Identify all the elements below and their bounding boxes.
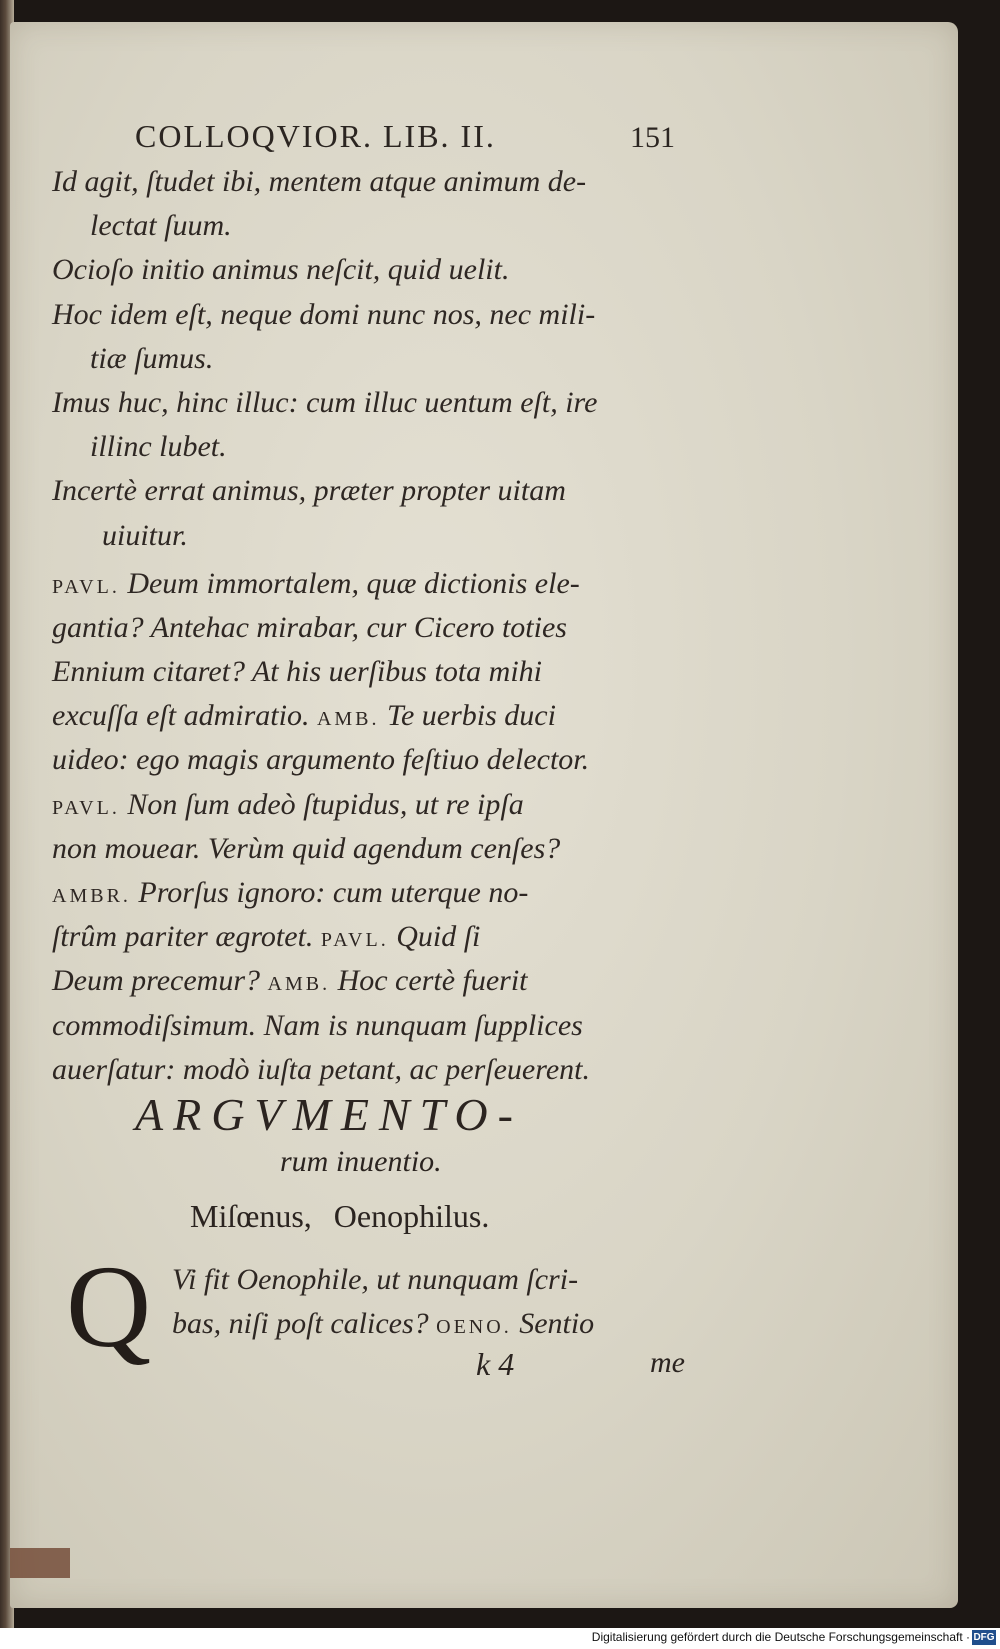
text-run: uideo: ego magis argumento feſtiuo delector.	[52, 743, 590, 777]
speaker-label: PAVL.	[52, 796, 120, 819]
verse-line: uiuitur.	[102, 518, 188, 552]
text-run: Quid ſi	[388, 920, 481, 954]
text-run: commodiſsimum. Nam is nunquam ſupplices	[52, 1008, 583, 1042]
text-run: Te uerbis duci	[379, 699, 556, 733]
text-run: Non ſum adeò ſtupidus, ut re ipſa	[119, 787, 524, 821]
speaker-label: AMB.	[267, 973, 331, 996]
speaker-label: OENO.	[436, 1316, 512, 1339]
funding-credit: Digitalisierung gefördert durch die Deutsche Forschungsgemeinschaft ·	[591, 1630, 970, 1644]
dialogue-line	[52, 1048, 692, 1092]
dialogue-line	[52, 738, 692, 782]
verse-line: Incertè errat animus, præter propter uitam	[52, 474, 566, 508]
text-run: Ennium citaret? At his uerſibus tota mihi	[52, 655, 542, 689]
text-run: excuſſa eſt admiratio.	[52, 699, 317, 733]
section-subheading: rum inuentio.	[280, 1145, 442, 1178]
verse-line: illinc lubet.	[90, 430, 227, 464]
dialogue-line	[52, 959, 692, 1003]
verse-line: Ocioſo initio animus neſcit, quid uelit.	[52, 253, 510, 287]
verse-line: lectat ſuum.	[90, 209, 232, 243]
text-run: auerſatur: modò iuſta petant, ac perſeuerent.	[52, 1052, 590, 1086]
dialogue-line	[52, 827, 692, 871]
text-run: bas, niſi poſt calices?	[172, 1307, 437, 1341]
dialogue-line	[52, 871, 692, 915]
page-stain	[10, 1548, 70, 1578]
running-head-title: COLLOQVIOR. LIB. II.	[135, 118, 496, 154]
dialogue-line	[52, 606, 692, 650]
paragraph-line	[172, 1302, 692, 1349]
speaker-label: PAVL.	[52, 575, 120, 598]
text-run: Hoc certè fuerit	[330, 964, 528, 998]
signature-mark: k 4	[476, 1346, 515, 1382]
dialogue-line	[52, 783, 692, 827]
text-run: ſtrûm pariter ægrotet.	[52, 920, 321, 954]
dialogue-line	[52, 694, 692, 738]
section-heading: ARGVMENTO-	[135, 1089, 523, 1140]
main-text-block	[52, 160, 692, 1092]
speaker-list: Miſœnus, Oenophilus.	[190, 1198, 490, 1234]
verse-line: Hoc idem eſt, neque domi nunc nos, nec mili-	[52, 297, 596, 331]
text-run: Sentio	[511, 1307, 595, 1341]
text-run: Vi fit Oenophile, ut nunquam ſcri-	[172, 1263, 579, 1296]
text-run: non mouear. Verùm quid agendum cenſes?	[52, 831, 561, 865]
dialogue-line	[52, 562, 692, 606]
speaker-label: AMB.	[316, 708, 380, 731]
text-run: gantia? Antehac mirabar, cur Cicero toties	[52, 610, 567, 644]
catchword: me	[650, 1346, 685, 1379]
verse-line: Imus huc, hinc illuc: cum illuc uentum eſt, ire	[52, 385, 598, 419]
verse-line: tiæ ſumus.	[90, 341, 214, 375]
paragraph-line	[172, 1258, 692, 1302]
running-head	[135, 118, 675, 155]
text-run: Prorſus ignoro: cum uterque no-	[130, 876, 529, 909]
dfg-logo: DFG	[973, 1632, 995, 1643]
dialogue-line	[52, 915, 692, 959]
text-run: Deum precemur?	[52, 964, 268, 998]
dialogue-line	[52, 1004, 692, 1048]
opening-paragraph	[172, 1258, 692, 1349]
verse-line: Id agit, ſtudet ibi, mentem atque animum de-	[52, 165, 587, 198]
drop-cap-initial: Q	[66, 1241, 152, 1372]
speaker-label: PAVL.	[320, 929, 389, 952]
speaker-label: AMBR.	[52, 885, 131, 907]
dialogue-line	[52, 650, 692, 694]
text-run: Deum immortalem, quæ dictionis ele-	[119, 566, 580, 600]
page-number: 151	[630, 121, 675, 154]
